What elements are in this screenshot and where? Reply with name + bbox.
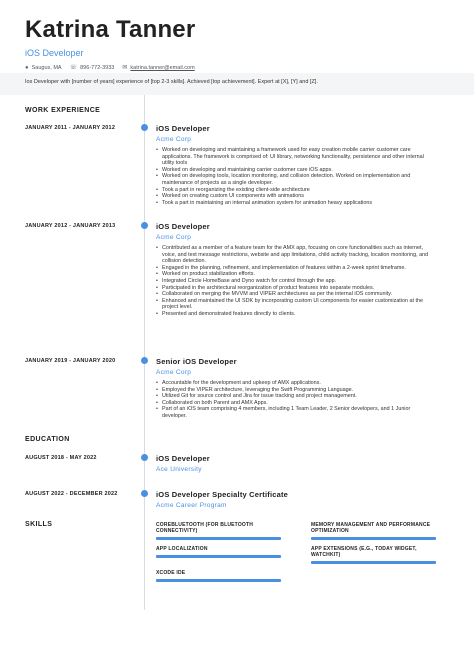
experience-org: Acme Corp <box>156 234 192 241</box>
skill-item <box>156 570 291 582</box>
experience-role: Senior iOS Developer <box>156 357 237 366</box>
skill-bar <box>156 555 281 558</box>
skills-grid <box>156 522 446 582</box>
experience-entry-2 <box>156 222 436 318</box>
bullet-item: • Engaged in the planning, refinement, and implementation of features within a 2-week sprint timeframe. <box>156 265 436 272</box>
education-school: Ace University <box>156 466 202 473</box>
bullet-item: • Took a part in reorganizing the existing client-side architecture <box>156 187 436 194</box>
bullet-item: • Contributed as a member of a feature team for the AMX app, focusing on core functionalities such as internet, voice, and text message restrictions, website and app limitations, child activity tracking, location monitoring, and collision detection. <box>156 245 436 265</box>
experience-org: Acme Corp <box>156 369 192 376</box>
skill-item <box>156 546 291 564</box>
bullet-item: • Worked on developing and maintaining a framework used for easy creation mobile carrier customer care applications. The framework is comprised of: UI library, networking functionality, persistence and other internal utility tools <box>156 147 436 167</box>
bullet-item: • Worked on product stabilization efforts. <box>156 271 436 278</box>
bullet-item: • Integrated Circle HomeBase and Dyno watch for control through the app. <box>156 278 436 285</box>
skill-item <box>311 522 446 540</box>
bullet-item: • Utilized Git for source control and Jira for issue tracking and project management. <box>156 393 436 400</box>
skill-bar-fill <box>311 561 436 564</box>
section-title-skills: SKILLS <box>25 521 53 528</box>
experience-date-3: JANUARY 2019 - JANUARY 2020 <box>25 358 116 364</box>
bullet-item: • Presented and demonstrated features directly to clients. <box>156 311 436 318</box>
location-pin-icon: ● <box>25 64 29 71</box>
experience-entry-3 <box>156 357 436 420</box>
skill-name: APP EXTENSIONS (E.G., TODAY WIDGET, WATCHKIT) <box>311 546 417 558</box>
contact-info <box>25 64 455 71</box>
skill-bar <box>156 579 281 582</box>
bullet-item: • Enhanced and maintained the UI SDK by incorporating custom UI components for easier customization at the project level. <box>156 298 436 311</box>
bullet-item: • Collaborated on both Parent and AMX Apps. <box>156 400 436 407</box>
phone-item <box>70 64 115 71</box>
email-link[interactable]: katrina.tanner@email.com <box>130 64 195 71</box>
section-title-education: EDUCATION <box>25 436 70 443</box>
email-item[interactable] <box>122 64 194 71</box>
skill-bar <box>156 537 281 540</box>
candidate-title: iOS Developer <box>25 48 84 58</box>
summary-text: Ios Developer with [number of years] experience of [top 2-3 skills]. Achieved [top achievement]. Expert at [X], [Y] and [Z]. <box>25 79 318 85</box>
education-degree: iOS Developer <box>156 454 210 463</box>
skill-name: XCODE IDE <box>156 570 186 576</box>
experience-entry-1 <box>156 124 436 206</box>
experience-date-2: JANUARY 2012 - JANUARY 2013 <box>25 223 116 229</box>
skill-bar-fill <box>156 579 281 582</box>
skill-bar-fill <box>156 555 281 558</box>
location-text: Saugus, MA <box>31 64 62 71</box>
skill-name: MEMORY MANAGEMENT AND PERFORMANCE OPTIMIZATION <box>311 522 431 534</box>
timeline-dot <box>141 454 148 461</box>
bullet-item: • Accountable for the development and upkeep of AMX applications. <box>156 380 436 387</box>
phone-text: 896-772-3933 <box>80 64 115 71</box>
timeline-dot <box>141 222 148 229</box>
experience-bullets <box>156 147 436 206</box>
education-entry-1 <box>156 454 436 473</box>
candidate-name: Katrina Tanner <box>25 16 196 43</box>
location-item <box>25 65 62 71</box>
phone-icon: ☏ <box>69 65 78 71</box>
education-date-1: AUGUST 2018 - MAY 2022 <box>25 455 97 461</box>
timeline-dot <box>141 124 148 131</box>
bullet-item: • Employed the VIPER architecture, leveraging the Swift Programming Language. <box>156 387 436 394</box>
education-entry-2 <box>156 490 436 509</box>
skill-item <box>311 546 446 564</box>
bullet-item: • Worked on creating custom UI components with animations <box>156 193 436 200</box>
bullet-item: • Worked on developing and maintaining carrier customer care iOS apps. <box>156 167 436 174</box>
skill-bar-fill <box>156 537 281 540</box>
bullet-item: • Took a part in maintaining an internal animation system for animation heavy applications <box>156 200 436 207</box>
timeline-line <box>144 95 145 610</box>
section-title-experience: WORK EXPERIENCE <box>25 107 101 114</box>
experience-role: iOS Developer <box>156 124 210 133</box>
education-date-2: AUGUST 2022 - DECEMBER 2022 <box>25 491 118 497</box>
timeline-dot <box>141 490 148 497</box>
experience-role: iOS Developer <box>156 222 210 231</box>
timeline-dot <box>141 357 148 364</box>
bullet-item: • Part of an iOS team comprising 4 members, including 1 Team Leader, 2 Senior developers, and 1 Junior developer. <box>156 406 436 419</box>
bullet-item: • Participated in the architectural reorganization of product features into separate modules. <box>156 285 436 292</box>
resume-header <box>25 16 455 71</box>
skill-bar-fill <box>311 537 436 540</box>
experience-date-1: JANUARY 2011 - JANUARY 2012 <box>25 125 116 131</box>
skill-item <box>156 522 291 540</box>
experience-org: Acme Corp <box>156 136 192 143</box>
education-degree: iOS Developer Specialty Certificate <box>156 490 289 499</box>
education-school: Acme Career Program <box>156 502 227 509</box>
experience-bullets <box>156 380 436 420</box>
email-icon: ✉ <box>122 65 128 71</box>
bullet-item: • Collaborated on merging the MVVM and VIPER architectures as per the internal iOS community. <box>156 291 436 298</box>
skill-bar <box>311 537 436 540</box>
experience-bullets <box>156 245 436 318</box>
skill-name: APP LOCALIZATION <box>156 546 208 552</box>
skill-bar <box>311 561 436 564</box>
bullet-item: • Worked on developing tools, location monitoring, and collision detection. Worked on implementation and maintenance of projects as a single developer. <box>156 173 436 186</box>
skill-name: COREBLUETOOTH (FOR BLUETOOTH CONNECTIVITY) <box>156 522 254 534</box>
